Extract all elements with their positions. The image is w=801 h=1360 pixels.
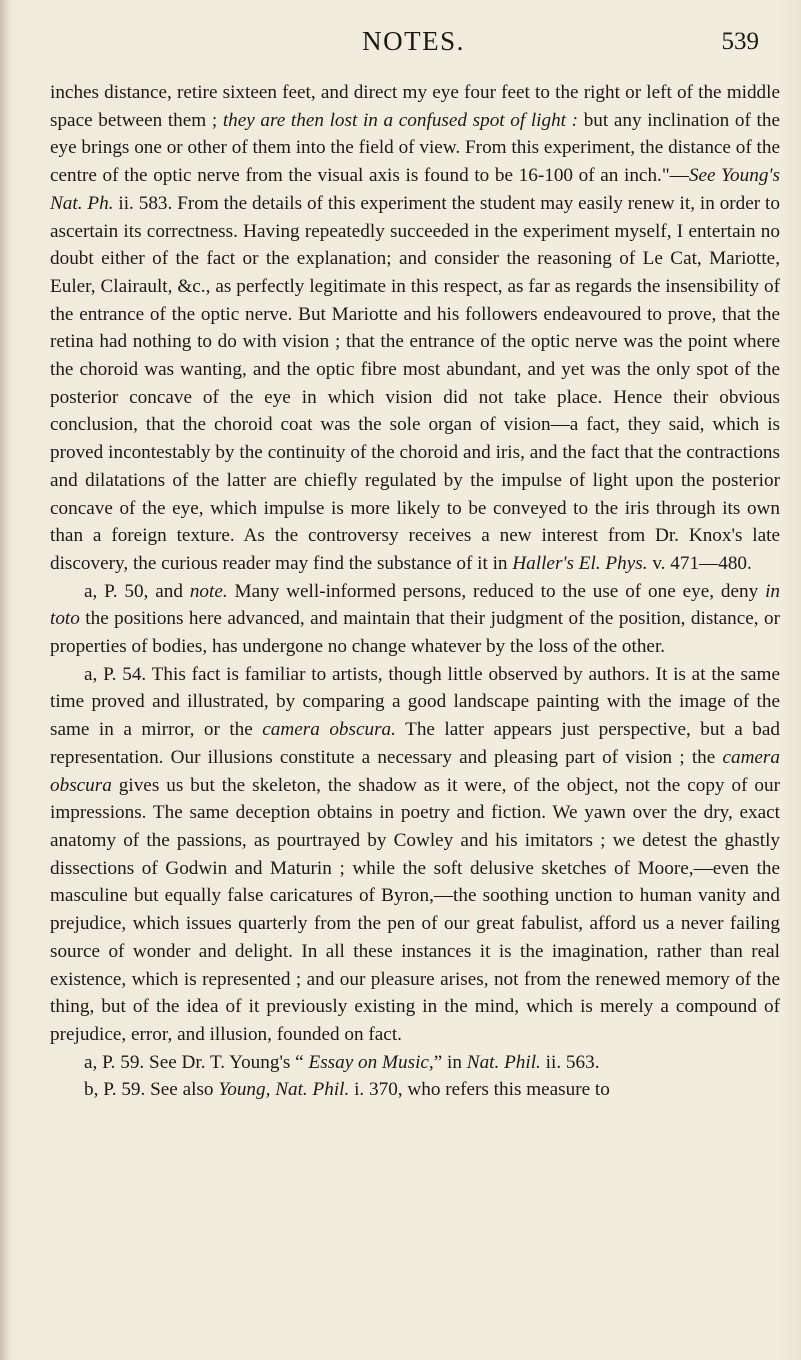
- text-run: ii. 563.: [540, 1051, 600, 1073]
- note-paragraph-p50: [50, 578, 780, 661]
- text-run: the positions here advanced, and maintain that their judgment of the position, distance, or properties of bodies, has undergone no change whatever by the loss of the other.: [50, 608, 780, 658]
- page-binding-shadow: [0, 0, 10, 1360]
- note-paragraph-continuation: [50, 79, 780, 578]
- note-paragraph-p59b: [50, 1076, 780, 1104]
- text-run: ” in: [433, 1051, 467, 1073]
- italic-text-run: they are then lost in a confused spot of light :: [222, 109, 579, 131]
- italic-text-run: note.: [189, 580, 228, 602]
- text-run: a, P. 50, and: [84, 580, 190, 602]
- italic-text-run: Young, Nat. Phil.: [218, 1079, 350, 1101]
- text-run: a, P. 59. See Dr. T. Young's “: [84, 1051, 309, 1073]
- text-run: a, P. 54. This fact is familiar to artists, though little observed by authors. It is at the same time proved and illustrated, by comparing a good landscape painting with the image of the same in a mirror, or the: [50, 663, 780, 741]
- italic-text-run: in toto: [50, 580, 780, 630]
- italic-text-run: camera obscura: [50, 746, 780, 796]
- text-run: The latter appears just perspective, but a bad representation. Our illusions constitute a necessary and pleasing part of vision ; the: [50, 719, 780, 768]
- italic-text-run: Nat. Phil.: [466, 1051, 541, 1073]
- note-paragraph-p59a: [50, 1049, 780, 1077]
- page-header: [50, 22, 777, 62]
- italic-text-run: Haller's El. Phys.: [512, 552, 648, 574]
- text-run: but any inclination of the eye brings one or other of them into the field of view. From this experiment, the distance of the centre of the optic nerve from the visual axis is found to be 16-100 of an inch."—: [50, 109, 780, 187]
- running-title: NOTES.: [362, 26, 465, 56]
- text-run: i. 370, who refers this measure to: [349, 1079, 610, 1101]
- notes-body: [50, 79, 780, 1104]
- text-run: inches distance, retire sixteen feet, and direct my eye four feet to the right or left of the middle space between them ;: [50, 82, 780, 131]
- italic-text-run: camera obscura.: [262, 719, 396, 741]
- text-run: ii. 583. From the details of this experiment the student may easily renew it, in order to ascertain its correctness. Having repeatedly succeeded in the experiment myself, I entertain no doubt either of the fact or the explanation; and consider the reasoning of Le Cat, Mariotte, Euler, Clairault, &c., as perfectly legitimate in this respect, as far as regards the insensibility of the entrance of the optic nerve. But Mariotte and his followers endeavoured to prove, that the retina had nothing to do with vision ; that the entrance of the optic nerve was the point where the choroid was wanting, and the optic fibre most abundant, and yet was the only spot of the posterior concave of the eye in which vision did not take place. Hence their obvious conclusion, that the choroid coat was the sole organ of vision—a fact, they said, which is proved incontestably by the continuity of the choroid and iris, and the fact that the contractions and dilatations of the latter are chiefly regulated by the impulse of light upon the posterior concave of the eye, which impulse is more likely to be conveyed to the iris through its own than a foreign texture. As the controversy receives a new interest from Dr. Knox's late discovery, the curious reader may find the substance of it in: [50, 192, 780, 574]
- italic-text-run: Essay on Music,: [308, 1051, 434, 1073]
- text-run: gives us but the skeleton, the shadow as it were, of the object, not the copy of our impressions. The same deception obtains in poetry and fiction. We yawn over the dry, exact anatomy of the passions, as pourtrayed by Cowley and his imitators ; we detest the ghastly dissections of Godwin and Maturin ; while the soft delusive sketches of Moore,—even the masculine but equally false caricatures of Byron,—the soothing unction to human vanity and prejudice, which issues quarterly from the pen of our great fabulist, afford us a never failing source of wonder and delight. In all these instances it is the imagination, rather than real existence, which is represented ; and our pleasure arises, not from the renewed memory of the thing, but of the idea of it previously existing in the mind, which is merely a compound of prejudice, error, and illusion, founded on fact.: [50, 774, 780, 1045]
- note-paragraph-p54: [50, 661, 780, 1049]
- text-run: v. 471—480.: [647, 552, 752, 574]
- page-number: 539: [721, 28, 759, 55]
- italic-text-run: See Young's Nat. Ph.: [50, 165, 780, 214]
- text-run: Many well-informed persons, reduced to the use of one eye, deny: [227, 580, 766, 602]
- text-run: b, P. 59. See also: [84, 1079, 219, 1101]
